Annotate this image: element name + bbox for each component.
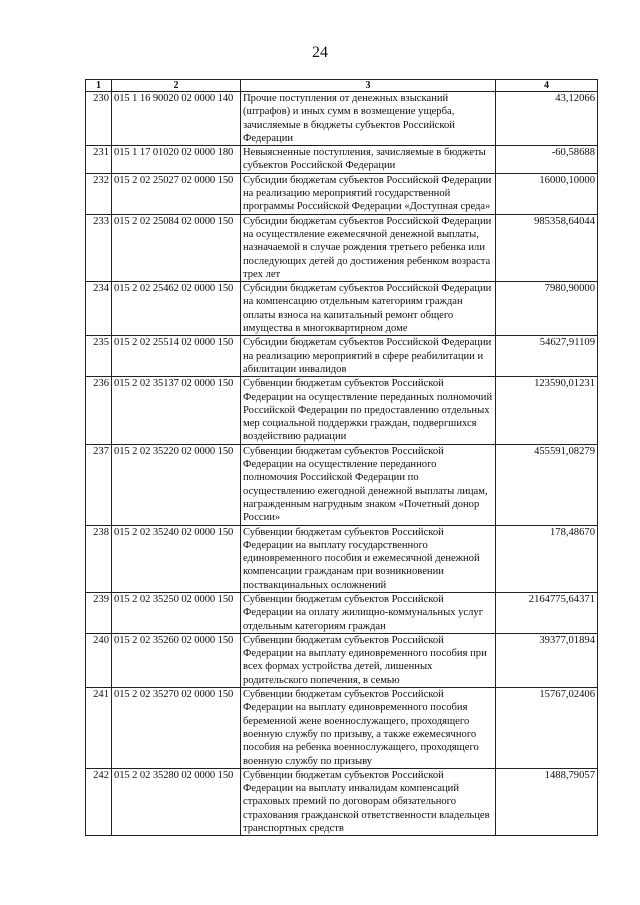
revenue-amount: 54627,91109 [496,336,598,377]
revenue-description: Субвенции бюджетам субъектов Российской Федерации на оплату жилищно-коммунальных услуг отдельным категориям граждан [241,592,496,633]
revenue-amount: 985358,64044 [496,214,598,281]
revenue-description: Субсидии бюджетам субъектов Российской Федерации на осуществление ежемесячной денежной выплаты, назначаемой в случае рождения третьего ребенка или последующих детей до достижения ребенком возраста трех лет [241,214,496,281]
budget-classification-code: 015 2 02 35250 02 0000 150 [112,592,241,633]
budget-classification-code: 015 2 02 35220 02 0000 150 [112,444,241,525]
page-number: 24 [312,44,328,61]
table-row [86,92,598,146]
row-number: 231 [86,146,112,174]
header-col-2: 2 [112,80,241,92]
budget-classification-code: 015 2 02 35240 02 0000 150 [112,525,241,592]
table-row [86,214,598,281]
row-number: 241 [86,688,112,769]
revenue-description: Субвенции бюджетам субъектов Российской Федерации на выплату единовременного пособия при всех формах устройства детей, лишенных родительского попечения, в семью [241,633,496,687]
budget-classification-code: 015 2 02 35280 02 0000 150 [112,768,241,835]
table-header [86,80,598,92]
budget-classification-code: 015 2 02 35270 02 0000 150 [112,688,241,769]
budget-classification-code: 015 2 02 35260 02 0000 150 [112,633,241,687]
table-row [86,688,598,769]
table-row [86,633,598,687]
row-number: 234 [86,282,112,336]
revenue-amount: 123590,01231 [496,377,598,444]
revenue-description: Субсидии бюджетам субъектов Российской Федерации на реализацию мероприятий государственной программы Российской Федерации «Доступная среда» [241,173,496,214]
revenue-amount: -60,58688 [496,146,598,174]
table-row [86,336,598,377]
revenue-description: Субвенции бюджетам субъектов Российской Федерации на выплату инвалидам компенсаций страховых премий по договорам обязательного страхования гражданской ответственности владельцев транспортных средств [241,768,496,835]
table-row [86,282,598,336]
row-number: 232 [86,173,112,214]
budget-classification-code: 015 2 02 25514 02 0000 150 [112,336,241,377]
revenue-description: Прочие поступления от денежных взысканий (штрафов) и иных сумм в возмещение ущерба, зачисляемые в бюджеты субъектов Российской Федерации [241,92,496,146]
table-row [86,173,598,214]
revenue-amount: 1488,79057 [496,768,598,835]
revenue-amount: 2164775,64371 [496,592,598,633]
revenue-amount: 7980,90000 [496,282,598,336]
budget-classification-code: 015 1 16 90020 02 0000 140 [112,92,241,146]
revenue-amount: 16000,10000 [496,173,598,214]
table-row [86,592,598,633]
budget-classification-code: 015 2 02 35137 02 0000 150 [112,377,241,444]
table-row [86,146,598,174]
revenue-description: Субвенции бюджетам субъектов Российской Федерации на осуществление переданного полномочия Российской Федерации по осуществлению ежегодной денежной выплаты лицам, награжденным нагрудным знаком «Почетный донор России» [241,444,496,525]
row-number: 239 [86,592,112,633]
budget-revenue-table [85,79,598,836]
budget-classification-code: 015 2 02 25084 02 0000 150 [112,214,241,281]
budget-classification-code: 015 2 02 25027 02 0000 150 [112,173,241,214]
budget-classification-code: 015 1 17 01020 02 0000 180 [112,146,241,174]
revenue-amount: 178,48670 [496,525,598,592]
revenue-description: Субвенции бюджетам субъектов Российской Федерации на выплату государственного единовременного пособия и ежемесячной денежной компенсации гражданам при возникновении поствакцинальных осложнений [241,525,496,592]
row-number: 233 [86,214,112,281]
row-number: 240 [86,633,112,687]
row-number: 230 [86,92,112,146]
row-number: 237 [86,444,112,525]
table-body [86,92,598,836]
revenue-description: Субвенции бюджетам субъектов Российской Федерации на осуществление переданных полномочий Российской Федерации по предоставлению отдельных мер социальной поддержки граждан, подвергшихся воздействию радиации [241,377,496,444]
revenue-amount: 15767,02406 [496,688,598,769]
header-col-3: 3 [241,80,496,92]
table-row [86,377,598,444]
revenue-amount: 39377,01894 [496,633,598,687]
revenue-amount: 455591,08279 [496,444,598,525]
table-row [86,444,598,525]
table-row [86,768,598,835]
header-col-4: 4 [496,80,598,92]
row-number: 235 [86,336,112,377]
revenue-description: Субвенции бюджетам субъектов Российской Федерации на выплату единовременного пособия беременной жене военнослужащего, проходящего военную службу по призыву, а также ежемесячного пособия на ребенка военнослужащего, проходящего военную службу по призыву [241,688,496,769]
header-row [86,80,598,92]
revenue-amount: 43,12066 [496,92,598,146]
revenue-description: Субсидии бюджетам субъектов Российской Федерации на компенсацию отдельным категориям граждан оплаты взноса на капитальный ремонт общего имущества в многоквартирном доме [241,282,496,336]
revenue-description: Невыясненные поступления, зачисляемые в бюджеты субъектов Российской Федерации [241,146,496,174]
row-number: 238 [86,525,112,592]
table-row [86,525,598,592]
header-col-1: 1 [86,80,112,92]
row-number: 242 [86,768,112,835]
revenue-description: Субсидии бюджетам субъектов Российской Федерации на реализацию мероприятий в сфере реабилитации и абилитации инвалидов [241,336,496,377]
row-number: 236 [86,377,112,444]
budget-classification-code: 015 2 02 25462 02 0000 150 [112,282,241,336]
